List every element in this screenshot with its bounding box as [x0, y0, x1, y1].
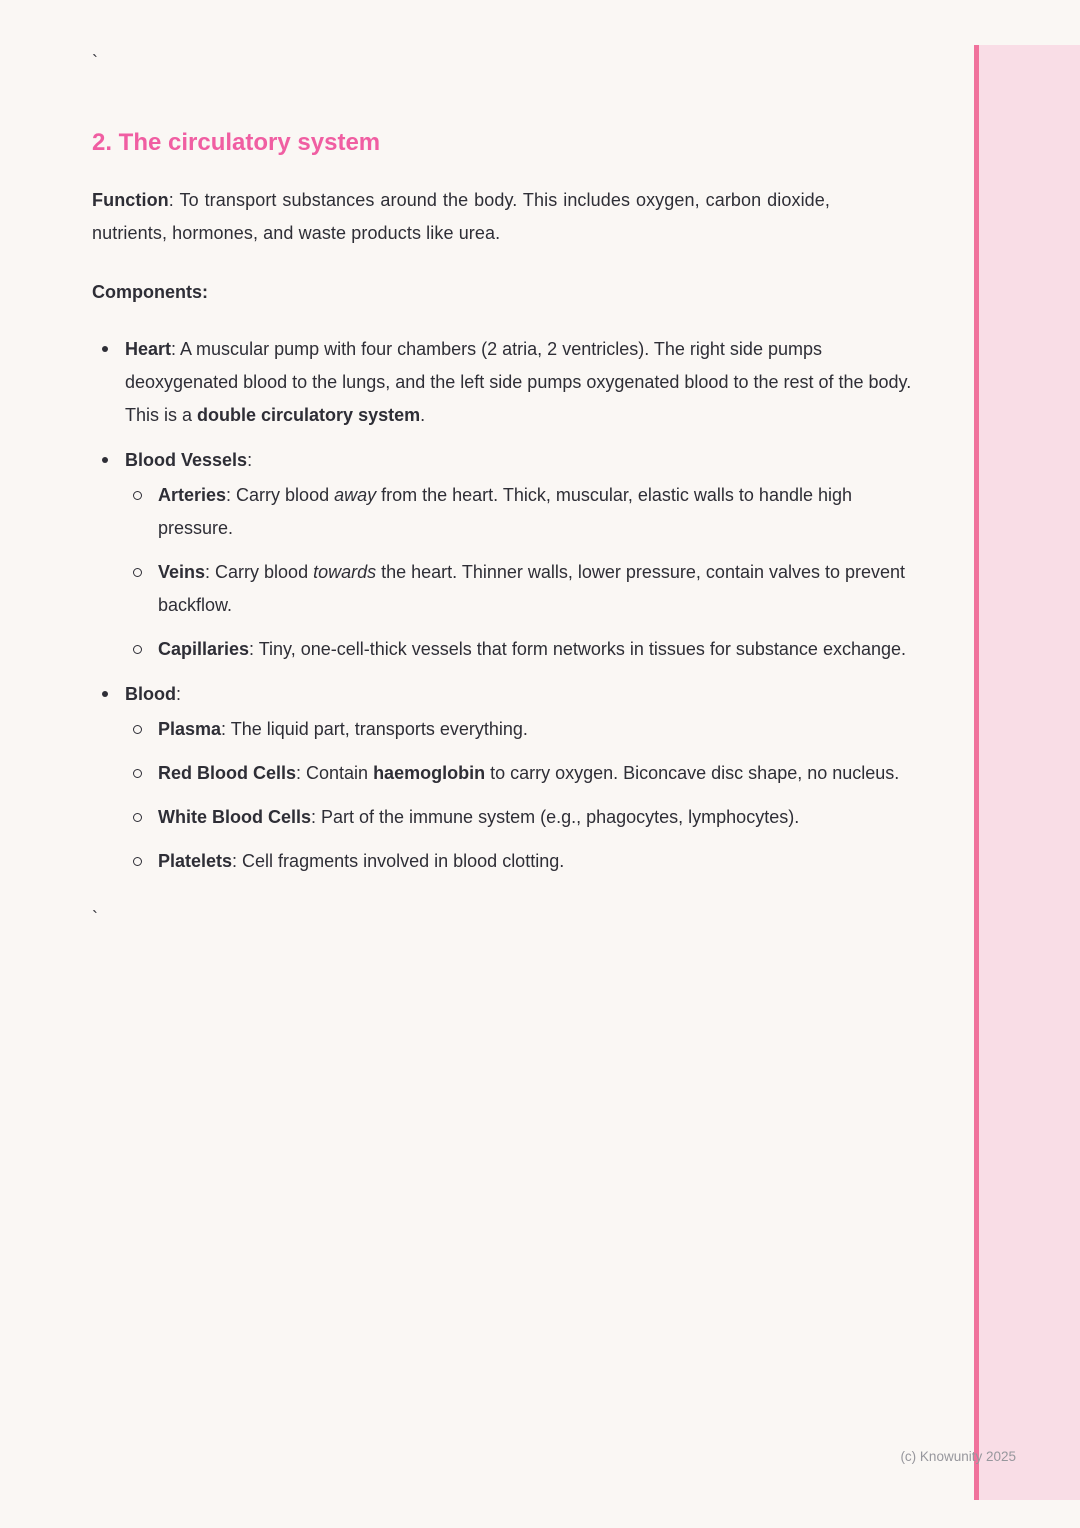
components-list [92, 333, 932, 878]
veins-text: Veins: Carry blood towards the heart. Thinner walls, lower pressure, contain valves to prevent backflow. [158, 562, 906, 615]
red-blood-cells-text: Red Blood Cells: Contain haemoglobin to carry oxygen. Biconcave disc shape, no nucleus. [158, 763, 900, 783]
blood-vessels-label: Blood Vessels: [125, 450, 253, 470]
list-item-heart [92, 333, 932, 432]
list-item-red-blood-cells [125, 757, 932, 790]
list-item-white-blood-cells [125, 801, 932, 834]
plasma-text: Plasma: The liquid part, transports everything. [158, 719, 528, 739]
page-content [92, 0, 932, 928]
list-item-capillaries [125, 633, 932, 666]
blood-vessels-sublist [125, 479, 932, 666]
function-paragraph: Function: To transport substances around the body. This includes oxygen, carbon dioxide, nutrients, hormones, and waste products like urea. [92, 190, 830, 243]
components-label: Components: [92, 282, 208, 302]
arteries-text: Arteries: Carry blood away from the heart. Thick, muscular, elastic walls to handle high pressure. [158, 485, 853, 538]
platelets-text: Platelets: Cell fragments involved in blood clotting. [158, 851, 565, 871]
copyright-watermark: (c) Knowunity 2025 [900, 1449, 1016, 1464]
list-item-blood [92, 678, 932, 878]
list-item-veins [125, 556, 932, 622]
right-accent-line [974, 45, 979, 1500]
right-accent-band [979, 45, 1080, 1500]
blood-sublist [125, 713, 932, 878]
section-heading: 2. The circulatory system [92, 129, 381, 156]
list-item-blood-vessels [92, 444, 932, 666]
list-item-platelets [125, 845, 932, 878]
list-item-plasma [125, 713, 932, 746]
white-blood-cells-text: White Blood Cells: Part of the immune system (e.g., phagocytes, lymphocytes). [158, 807, 800, 827]
blood-label: Blood: [125, 684, 182, 704]
stray-backtick-top: ` [92, 52, 98, 72]
list-item-arteries [125, 479, 932, 545]
capillaries-text: Capillaries: Tiny, one-cell-thick vessels that form networks in tissues for substance exchange. [158, 639, 907, 659]
heart-text: Heart: A muscular pump with four chambers (2 atria, 2 ventricles). The right side pumps deoxygenated blood to the lungs, and the left side pumps oxygenated blood to the rest of the body. This is a double circulatory system. [125, 339, 912, 425]
stray-backtick-bottom: ` [92, 908, 98, 928]
